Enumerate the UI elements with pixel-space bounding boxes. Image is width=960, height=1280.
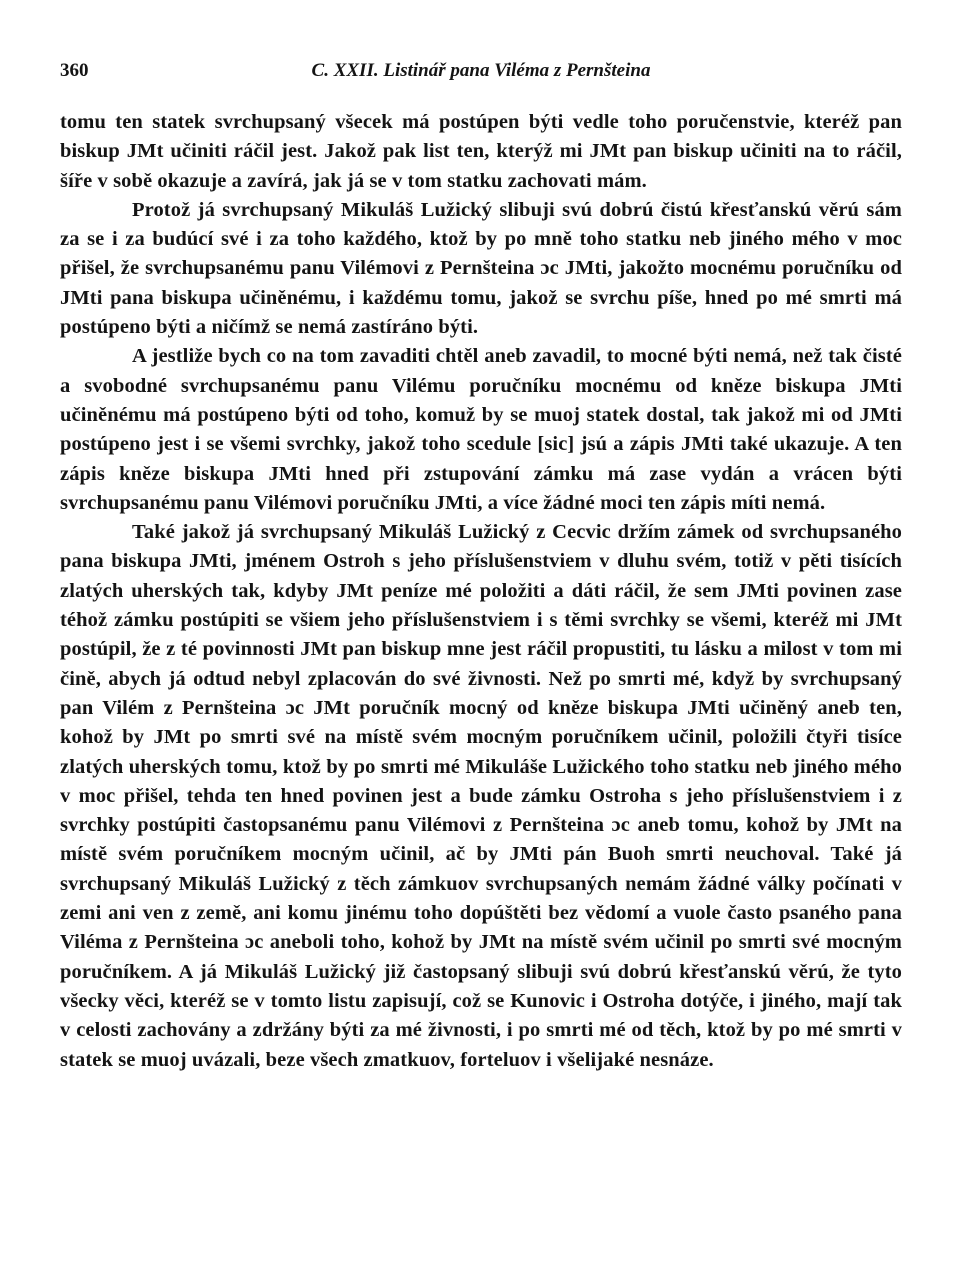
page-header bbox=[60, 60, 902, 88]
paragraph-2: Protož já svrchupsaný Mikuláš Lužický slibuji svú dobrú čistú křesťanskú věrú sám za se i za budúcí své i za toho každého, ktož by po mně toho statku neb jiného mého v moc přišel, že svrchupsanému panu Vilémovi z Pernšteina ɔc JMti, jakožto mocnému poručníku od JMti pana biskupa učiněnému, i každému tomu, jakož se svrchu píše, hned po mé smrti má postúpeno býti a ničímž se nemá zastíráno býti. bbox=[60, 198, 902, 339]
page-number: 360 bbox=[60, 60, 89, 81]
running-title: C. XXII. Listinář pana Viléma z Pernšteina bbox=[311, 60, 651, 81]
paragraph-3: A jestliže bych co na tom zavaditi chtěl aneb zavadil, to mocné býti nemá, než tak čisté a svobodné svrchupsanému panu Vilému poručníku mocnému od kněze biskupa JMti učiněnému má postúpeno býti od toho, komuž by se muoj statek dostal, tak jakož mi od JMti postúpeno jest i se všemi svrchky, jakož toho scedule [sic] jsú a zápis JMti také ukazuje. A ten zápis kněze biskupa JMti hned při zstupování zámku má zase vydán a vrácen býti svrchupsanému panu Vilémovi poručníku JMti, a více žádné moci ten zápis míti nemá. bbox=[60, 345, 902, 514]
body-text bbox=[60, 108, 902, 1075]
paragraph-4: Také jakož já svrchupsaný Mikuláš Lužický z Cecvic držím zámek od svrchupsaného pana biskupa JMti, jménem Ostroh s jeho příslušenstviem v dluhu svém, totiž v pěti tisících zlatých uherských tak, kdyby JMt peníze mé položiti a dáti ráčil, že sem JMti povinen zase téhož zámku postúpiti se všiem jeho příslušenstviem i s těmi svrchky se všemi, kteréž mi JMt postúpil, že z té povinnosti JMt pan biskup mne jest ráčil propustiti, tu lásku a milost v tom mi čině, abych já odtud nebyl zplacován do své živnosti. Než po smrti mé, když by svrchupsaný pan Vilém z Pernšteina ɔc JMt poručník mocný od kněze biskupa JMti učiněný aneb ten, kohož by JMt po smrti své na místě svém mocným poručníkem učinil, položili čtyři tisíce zlatých uherských tomu, ktož by po smrti mé Mikuláše Lužického toho statku neb jiného mého v moc přišel, tehda ten hned povinen jest a bude zámku Ostroha s jeho příslušenstviem i z svrchky postúpiti častopsanému panu Vilémovi z Pernšteina ɔc aneb tomu, kohož by JMt na místě svém poručníkem mocným učinil, ač by JMti pán Buoh smrti neuchoval. Také já svrchupsaný Mikuláš Lužický z těch zámkuov svrchupsaných nemám žádné války počínati v zemi ani ven z země, ani komu jinému toho dopúštěti bez vědomí a vuole často psaného pana Viléma z Pernšteina ɔc aneboli toho, kohož by JMt na místě svém učinil po smrti své mocným poručníkem. A já Mikuláš Lužický již častopsaný slibuji svú dobrú křesťanskú věrú, že tyto všecky věci, kteréž se v tomto listu zapisují, což se Kunovic i Ostroha dotýče, i jiného, mají tak v celosti zachovány a zdržány býti za mé živnosti, i po smrti mé od těch, ktož by po mé smrti v statek se muoj uvázali, beze všech zmatkuov, forteluov i všelijaké nesnáze. bbox=[60, 521, 902, 1071]
paragraph-1: tomu ten statek svrchupsaný všecek má postúpen býti vedle toho poručenstvie, kteréž pan biskup JMt učiniti ráčil jest. Jakož pak list ten, kterýž mi JMt pan biskup učiniti na to ráčil, šíře v sobě okazuje a zavírá, jak já se v tom statku zachovati mám. bbox=[60, 111, 902, 192]
